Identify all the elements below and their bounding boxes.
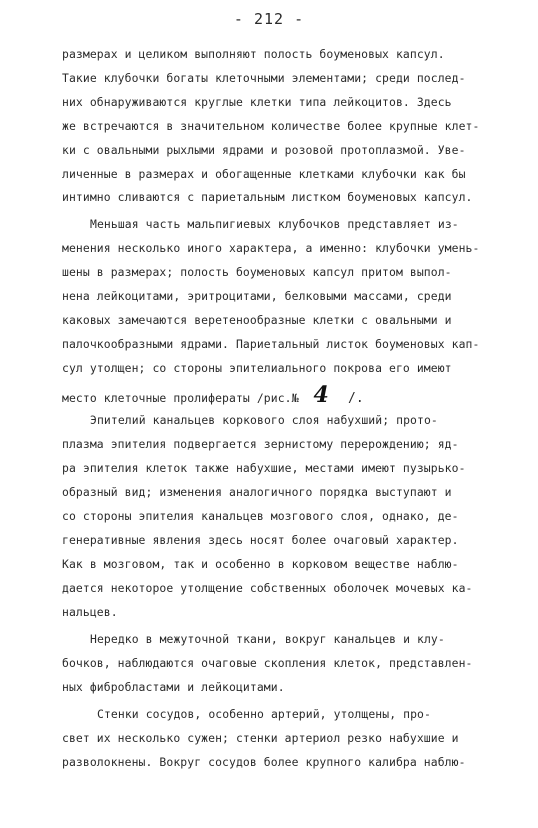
text-line: свет их несколько сужен; стенки артериол резко набухшие и [62,731,459,745]
closing-mark: /. [347,391,364,406]
text-line: размерах и целиком выполняют полость боуменовых капсул. [62,47,445,61]
text-line: менения несколько иного характера, а именно: клубочки умень- [62,241,480,255]
text-line: нена лейкоцитами, эритроцитами, белковыми массами, среди [62,289,452,303]
text-line: со стороны эпителия канальцев мозгового слоя, однако, де- [62,509,459,523]
text-line: же встречаются в значительном количестве более крупные клет- [62,119,480,133]
text-line: интимно сливаются с париетальным листком боуменовых капсул. [62,190,473,204]
page-number: - 212 - [233,10,305,28]
figure-reference-text: место клеточные пролифераты /рис.№ [62,391,299,405]
paragraph-first-line: Нередко в межуточной ткани, вокруг канальцев и клу- [90,632,445,646]
text-line: ра эпителия клеток также набухшие, местами имеют пузырько- [62,461,466,475]
text-line: личенные в размерах и обогащенные клетками клубочки как бы [62,167,466,181]
text-line: них обнаруживаются круглые клетки типа лейкоцитов. Здесь [62,95,452,109]
text-line: палочкообразными ядрами. Париетальный листок боуменовых кап- [62,337,480,351]
text-line: образный вид; изменения аналогичного порядка выступают и [62,485,452,499]
text-line: Такие клубочки богаты клеточными элементами; среди послед- [62,71,466,85]
paragraph-first-line: Стенки сосудов, особенно артерий, утолщены, про- [97,707,431,721]
text-line: бочков, наблюдаются очаговые скопления клеток, представлен- [62,656,473,670]
text-line: Как в мозговом, так и особенно в корковом веществе наблю- [62,557,459,571]
paragraph-first-line: Эпителий канальцев коркового слоя набухший; прото- [90,413,438,427]
text-line: разволокнены. Вокруг сосудов более крупного калибра наблю- [62,755,466,769]
text-line: шены в размерах; полость боуменовых капсул притом выпол- [62,265,452,279]
text-line: плазма эпителия подвергается зернистому перерождению; яд- [62,437,459,451]
text-line: ки с овальными рыхлыми ядрами и розовой протоплазмой. Уве- [62,143,466,157]
handwritten-figure-number: 4 [313,382,329,408]
text-line: сул утолщен; со стороны эпителиального покрова его имеют [62,361,452,375]
text-line: ных фибробластами и лейкоцитами. [62,680,285,694]
paragraph-first-line: Меньшая часть мальпигиевых клубочков представляет из- [90,217,459,231]
text-line: каковых замечаются веретенообразные клетки с овальными и [62,313,452,327]
text-line: генеративные явления здесь носят более очаговый характер. [62,533,459,547]
text-line: дается некоторое утолщение собственных оболочек мочевых ка- [62,581,473,595]
text-line-with-figure-ref [62,382,364,408]
text-line: нальцев. [62,605,118,619]
